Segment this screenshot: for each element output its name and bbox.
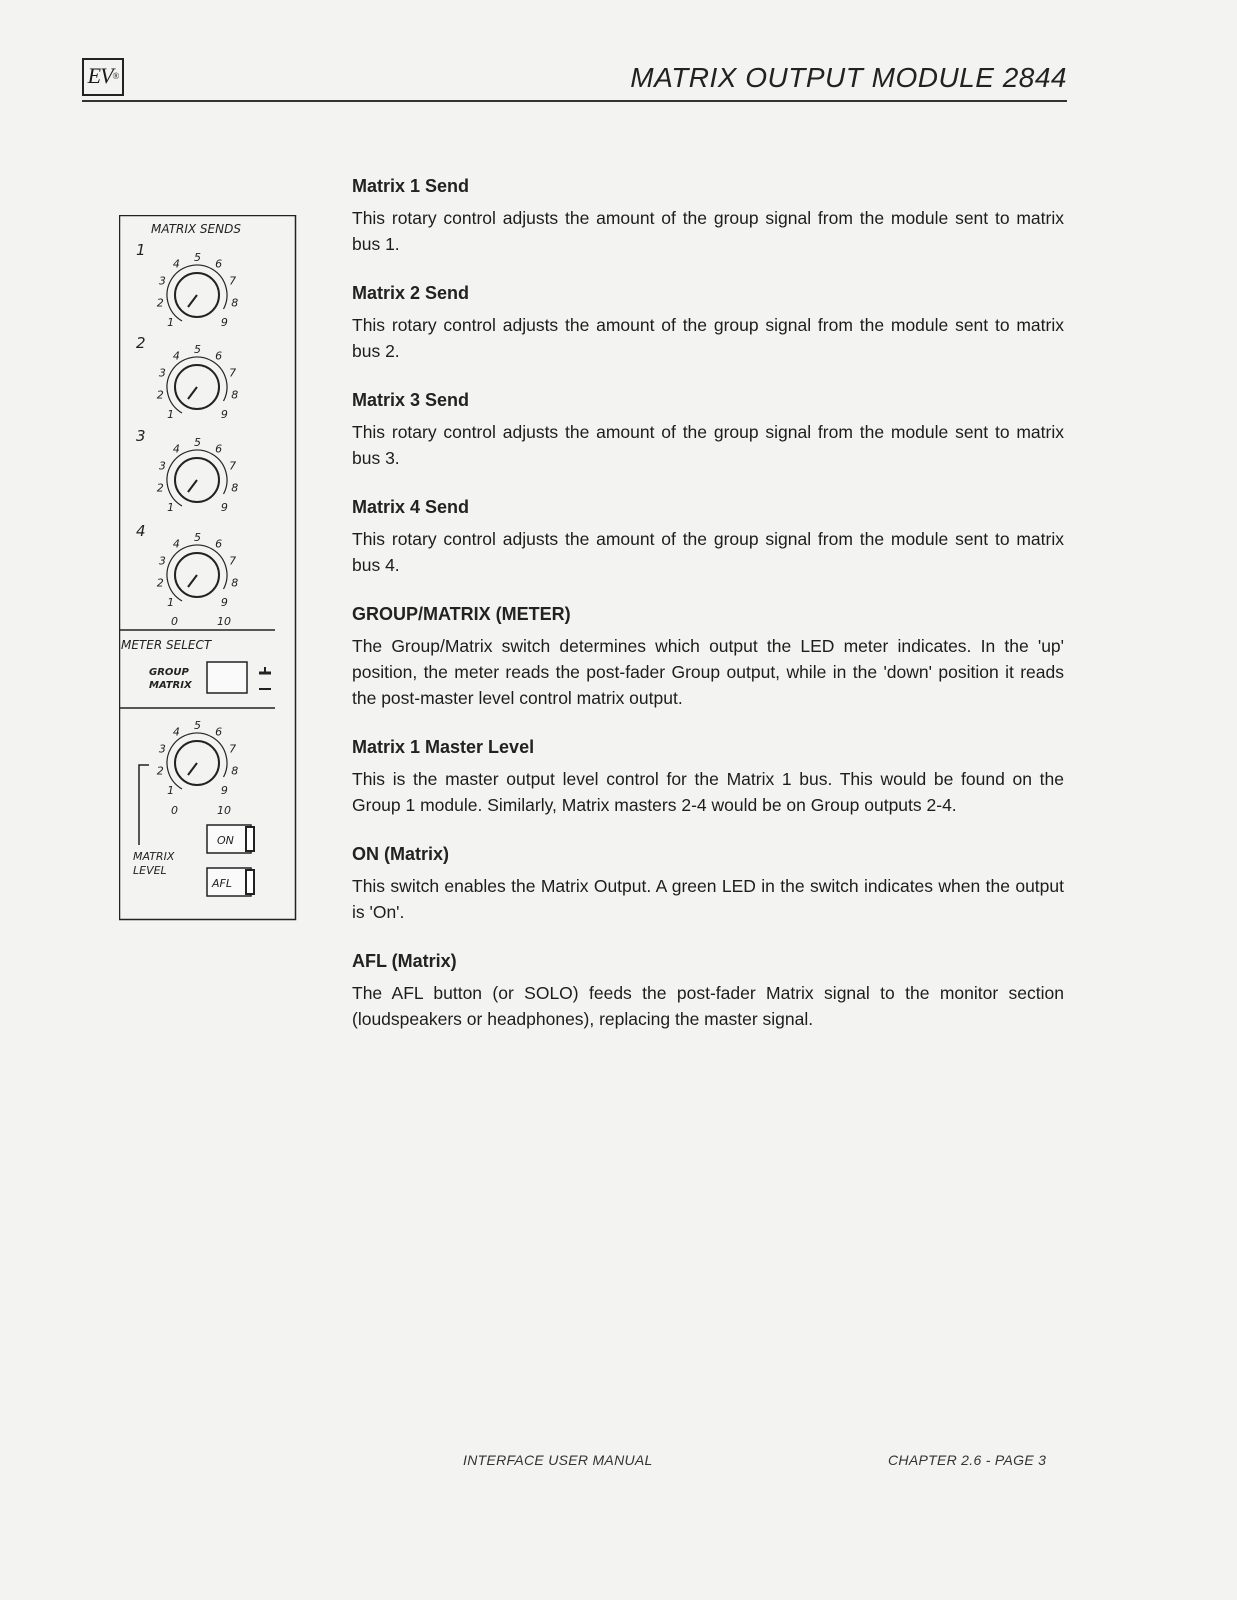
knob-pointer bbox=[188, 763, 197, 775]
knob-scale-digit: 2 bbox=[156, 388, 164, 402]
knob-scale-digit: 7 bbox=[229, 274, 237, 288]
knob-scale-digit: 6 bbox=[215, 257, 223, 271]
knob-scale-digit: 3 bbox=[158, 366, 166, 380]
knob-scale-digit: 8 bbox=[231, 764, 239, 778]
section-heading: AFL (Matrix) bbox=[352, 951, 457, 971]
section-heading: Matrix 1 Master Level bbox=[352, 737, 535, 757]
section-body: This is the master output level control for the Matrix 1 bus. This would be found on the Group 1 module. Similarly, Matrix masters 2-4 would be on Group outputs 2-4. bbox=[352, 769, 1064, 815]
level-knob-scale-high: 10 bbox=[217, 804, 231, 817]
section-list bbox=[352, 176, 1064, 1058]
knob-scale-digit: 5 bbox=[194, 719, 201, 732]
module-panel-diagram bbox=[119, 215, 299, 940]
knob-scale-digit: 7 bbox=[229, 554, 237, 568]
knob-scale-digit: 3 bbox=[158, 274, 166, 288]
knob-scale-digit: 2 bbox=[156, 764, 164, 778]
knob-scale-digit: 8 bbox=[231, 576, 239, 590]
send-number-3: 3 bbox=[136, 427, 146, 445]
section-group-matrix-meter bbox=[352, 604, 1064, 711]
knob-scale-digit: 5 bbox=[194, 343, 201, 356]
knob-scale-digit: 1 bbox=[167, 500, 175, 514]
panel-svg bbox=[119, 215, 299, 940]
matrix-level-label-2: LEVEL bbox=[133, 864, 167, 877]
page-title: MATRIX OUTPUT MODULE 2844 bbox=[630, 62, 1067, 93]
section-heading: GROUP/MATRIX (METER) bbox=[352, 604, 571, 624]
section-body: This rotary control adjusts the amount of the group signal from the module sent to matrix bus 2. bbox=[352, 315, 1064, 361]
afl-button-label: AFL bbox=[212, 877, 232, 890]
knob-scale-digit: 5 bbox=[194, 531, 201, 544]
send-knob-1[interactable] bbox=[156, 251, 238, 336]
header-rule bbox=[82, 100, 1067, 102]
send-knob-2[interactable] bbox=[156, 343, 238, 428]
section-body: The AFL button (or SOLO) feeds the post-fader Matrix signal to the monitor section (loudspeakers or headphones), replacing the master signal. bbox=[352, 983, 1064, 1029]
level-knob-scale-low: 0 bbox=[171, 804, 178, 817]
section-heading: Matrix 3 Send bbox=[352, 390, 470, 410]
knob-scale-digit: 1 bbox=[167, 595, 175, 609]
matrix-level-label-1: MATRIX bbox=[133, 850, 175, 863]
send-number-4: 4 bbox=[136, 522, 146, 540]
knob-scale-digit: 9 bbox=[220, 315, 228, 329]
section-body: This rotary control adjusts the amount of the group signal from the module sent to matrix bus 3. bbox=[352, 422, 1064, 468]
section-body: The Group/Matrix switch determines which output the LED meter indicates. In the 'up' position, the meter reads the post-fader Group output, while in the 'down' position it reads the post-master level control matrix output. bbox=[352, 636, 1064, 708]
knob-pointer bbox=[188, 480, 197, 492]
section-heading: Matrix 2 Send bbox=[352, 283, 470, 303]
knob-scale-digit: 1 bbox=[167, 315, 175, 329]
section-matrix-1-master-level bbox=[352, 737, 1064, 818]
knob-scale-digit: 4 bbox=[172, 442, 180, 456]
knob-scale-digit: 9 bbox=[220, 407, 228, 421]
knob-scale-digit: 8 bbox=[231, 296, 239, 310]
knob-pointer bbox=[188, 295, 197, 307]
knob-scale-digit: 4 bbox=[172, 349, 180, 363]
matrix-sends-label: MATRIX SENDS bbox=[151, 222, 241, 236]
footer-page-number: CHAPTER 2.6 - PAGE 3 bbox=[888, 1452, 1047, 1468]
knob-scale-digit: 4 bbox=[172, 725, 180, 739]
section-body: This rotary control adjusts the amount of the group signal from the module sent to matrix bus 4. bbox=[352, 529, 1064, 575]
group-label: GROUP bbox=[149, 667, 189, 678]
knob-scale-digit: 3 bbox=[158, 742, 166, 756]
section-body: This rotary control adjusts the amount of the group signal from the module sent to matrix bus 1. bbox=[352, 208, 1064, 254]
knob-scale-digit: 4 bbox=[172, 257, 180, 271]
section-on-matrix bbox=[352, 844, 1064, 925]
knob-scale-digit: 9 bbox=[220, 500, 228, 514]
knob-pointer bbox=[188, 575, 197, 587]
section-heading: ON (Matrix) bbox=[352, 844, 450, 864]
knob-scale-digit: 2 bbox=[156, 296, 164, 310]
on-button-label: ON bbox=[217, 834, 234, 847]
knob-scale-digit: 9 bbox=[220, 783, 228, 797]
send-number-1: 1 bbox=[136, 241, 146, 259]
logo-text: EV bbox=[87, 63, 113, 88]
section-matrix-1-send bbox=[352, 176, 1064, 257]
matrix-label: MATRIX bbox=[149, 680, 192, 691]
section-matrix-4-send bbox=[352, 497, 1064, 578]
section-heading: Matrix 1 Send bbox=[352, 176, 470, 196]
knob-scale-digit: 7 bbox=[229, 742, 237, 756]
section-matrix-2-send bbox=[352, 283, 1064, 364]
knob-scale-digit: 5 bbox=[194, 251, 201, 264]
knob-scale-digit: 1 bbox=[167, 783, 175, 797]
matrix-level-knob[interactable] bbox=[156, 719, 238, 804]
knob-scale-digit: 3 bbox=[158, 554, 166, 568]
knob-pointer bbox=[188, 387, 197, 399]
section-matrix-3-send bbox=[352, 390, 1064, 471]
section-heading: Matrix 4 Send bbox=[352, 497, 470, 517]
knob-scale-digit: 1 bbox=[167, 407, 175, 421]
knob-scale-digit: 2 bbox=[156, 481, 164, 495]
knob-scale-digit: 8 bbox=[231, 388, 239, 402]
knob-group bbox=[156, 251, 238, 804]
send-knob-3[interactable] bbox=[156, 436, 238, 521]
knob-scale-digit: 2 bbox=[156, 576, 164, 590]
knob-scale-digit: 6 bbox=[215, 349, 223, 363]
group-matrix-switch[interactable] bbox=[207, 662, 247, 693]
knob-4-scale-low: 0 bbox=[171, 615, 178, 628]
knob-scale-digit: 6 bbox=[215, 537, 223, 551]
meter-select-label: METER SELECT bbox=[121, 638, 212, 652]
knob-scale-digit: 7 bbox=[229, 459, 237, 473]
knob-scale-digit: 3 bbox=[158, 459, 166, 473]
knob-scale-digit: 5 bbox=[194, 436, 201, 449]
knob-scale-digit: 6 bbox=[215, 442, 223, 456]
knob-scale-digit: 7 bbox=[229, 366, 237, 380]
section-afl-matrix bbox=[352, 951, 1064, 1032]
knob-scale-digit: 4 bbox=[172, 537, 180, 551]
knob-scale-digit: 8 bbox=[231, 481, 239, 495]
footer-manual-title: INTERFACE USER MANUAL bbox=[463, 1452, 653, 1468]
knob-scale-digit: 6 bbox=[215, 725, 223, 739]
knob-scale-digit: 9 bbox=[220, 595, 228, 609]
send-knob-4[interactable] bbox=[156, 531, 238, 616]
knob-4-scale-high: 10 bbox=[217, 615, 231, 628]
send-number-2: 2 bbox=[136, 334, 146, 352]
ev-logo: EV® bbox=[82, 58, 124, 96]
section-body: This switch enables the Matrix Output. A green LED in the switch indicates when the output is 'On'. bbox=[352, 876, 1064, 922]
